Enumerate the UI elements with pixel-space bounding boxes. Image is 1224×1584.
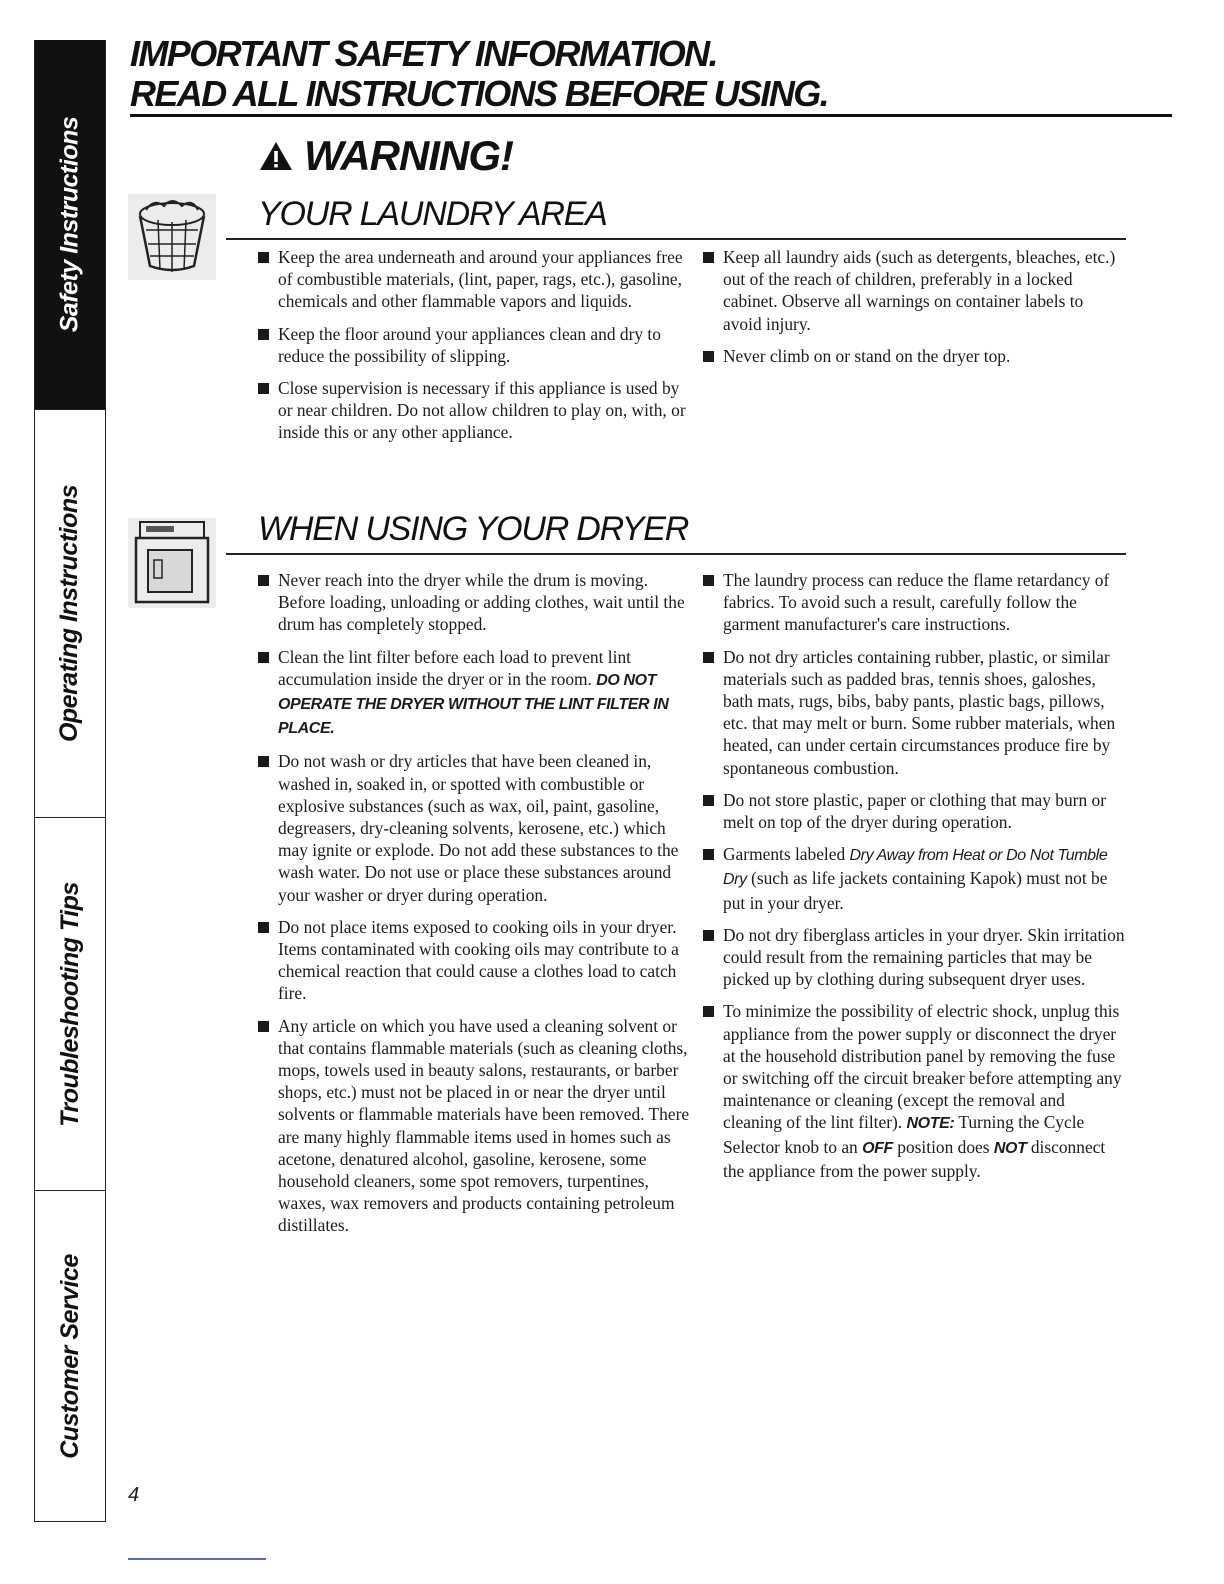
tab-label: Safety Instructions <box>55 116 84 333</box>
title-line-2: READ ALL INSTRUCTIONS BEFORE USING. <box>130 73 829 114</box>
footer-divider <box>128 1558 266 1560</box>
bullet-square-icon <box>258 922 269 933</box>
bullet-square-icon <box>703 849 714 860</box>
bullet-square-icon <box>703 575 714 586</box>
dryer-icon <box>126 516 218 610</box>
list-item: Do not wash or dry articles that have been cleaned in, washed in, soaked in, or spotted with combustible or explosive substances (such as wax, oil, paint, gasoline, degreasers, dry-cleaning solvents, kerosene, etc.) which may ignite or explode. Do not add these substances to the wash water. Do not use or place these substances around your washer or dryer during operation. <box>258 750 692 905</box>
list-item: Never reach into the dryer while the drum is moving. Before loading, unloading or adding clothes, wait until the drum has completely stopped. <box>258 569 692 636</box>
section-title-using-dryer: WHEN USING YOUR DRYER <box>258 510 689 548</box>
section-title-laundry-area: YOUR LAUNDRY AREA <box>258 195 607 233</box>
laundry-area-left-column <box>258 246 690 454</box>
list-item: Keep the floor around your appliances clean and dry to reduce the possibility of slipping. <box>258 323 690 367</box>
warning-title: WARNING! <box>304 132 513 179</box>
laundry-area-right-column <box>703 246 1123 377</box>
warning-heading <box>258 132 513 180</box>
title-line-1: IMPORTANT SAFETY INFORMATION. <box>130 33 717 74</box>
list-item: Garments labeled Dry Away from Heat or Do Not Tumble Dry (such as life jackets containing Kapok) must not be put in your dryer. <box>703 843 1125 914</box>
list-item: Do not dry fiberglass articles in your dryer. Skin irritation could result from the remaining particles that may be picked up by clothing during subsequent dryer uses. <box>703 924 1125 991</box>
bullet-square-icon <box>703 930 714 941</box>
bullet-square-icon <box>703 652 714 663</box>
tab-label: Customer Service <box>55 1254 84 1459</box>
bullet-square-icon <box>258 652 269 663</box>
list-item: Any article on which you have used a cleaning solvent or that contains flammable materials (such as cleaning cloths, mops, towels used in beauty salons, restaurants, or barber shops, etc.) must not be placed in or near the dryer until solvents or flammable materials have been removed. There are many highly flammable items used in homes such as acetone, denatured alcohol, gasoline, kerosene, some household cleaners, some spot removers, turpentines, waxes, wax removers and products containing petroleum distillates. <box>258 1015 692 1237</box>
bullet-square-icon <box>258 383 269 394</box>
bullet-square-icon <box>703 351 714 362</box>
bullet-square-icon <box>703 1006 714 1017</box>
header-divider <box>130 114 1172 117</box>
section-divider <box>226 238 1126 240</box>
page-number: 4 <box>128 1484 140 1506</box>
tab-safety-instructions[interactable] <box>35 40 105 410</box>
list-item: Do not store plastic, paper or clothing that may burn or melt on top of the dryer during operation. <box>703 789 1125 833</box>
warning-triangle-icon <box>258 140 294 172</box>
list-item: Clean the lint filter before each load to prevent lint accumulation inside the dryer or in the room. DO NOT OPERATE THE DRYER WITHOUT THE LINT FILTER IN PLACE. <box>258 646 692 741</box>
tab-label: Troubleshooting Tips <box>55 881 84 1127</box>
using-dryer-left-column <box>258 569 692 1247</box>
bullet-square-icon <box>703 252 714 263</box>
list-item: Do not place items exposed to cooking oils in your dryer. Items contaminated with cooking oils may contribute to a chemical reaction that could cause a clothes load to catch fire. <box>258 916 692 1005</box>
bullet-square-icon <box>258 1021 269 1032</box>
tab-customer-service[interactable] <box>35 1191 105 1522</box>
list-item: The laundry process can reduce the flame retardancy of fabrics. To avoid such a result, carefully follow the garment manufacturer's care instructions. <box>703 569 1125 636</box>
side-tab-nav <box>34 40 106 1522</box>
tab-operating-instructions[interactable] <box>35 410 105 818</box>
lint-filter-warning: DO NOT OPERATE THE DRYER WITHOUT THE LINT FILTER IN PLACE. <box>278 671 669 738</box>
section-divider <box>226 553 1126 555</box>
bullet-square-icon <box>258 329 269 340</box>
note-label: NOTE: <box>906 1115 955 1133</box>
off-label: OFF <box>862 1139 893 1157</box>
page-title <box>130 34 1172 114</box>
not-label: NOT <box>993 1139 1027 1157</box>
list-item: Close supervision is necessary if this appliance is used by or near children. Do not allow children to play on, with, or inside this or any other appliance. <box>258 377 690 444</box>
bullet-square-icon <box>258 756 269 767</box>
list-item: Do not dry articles containing rubber, plastic, or similar materials such as padded bras, tennis shoes, galoshes, bath mats, rugs, bibs, baby pants, plastic bags, pillows, etc. that may melt or burn. Some rubber materials, when heated, can under certain circumstances produce fire by spontaneous combustion. <box>703 646 1125 779</box>
using-dryer-right-column <box>703 569 1125 1192</box>
bullet-square-icon <box>703 795 714 806</box>
bullet-square-icon <box>258 575 269 586</box>
tab-troubleshooting-tips[interactable] <box>35 818 105 1191</box>
list-item: Keep the area underneath and around your appliances free of combustible materials, (lint, paper, rags, etc.), gasoline, chemicals and other flammable vapors and liquids. <box>258 246 690 313</box>
laundry-basket-icon <box>126 192 218 282</box>
list-item: Never climb on or stand on the dryer top. <box>703 345 1123 367</box>
bullet-square-icon <box>258 252 269 263</box>
list-item: To minimize the possibility of electric shock, unplug this appliance from the power supply or disconnect the dryer at the household distribution panel by removing the fuse or switching off the circuit breaker before attempting any maintenance or cleaning (except the removal and cleaning of the lint filter). NOTE: Turning the Cycle Selector knob to an OFF position does NOT disconnect the appliance from the power supply. <box>703 1000 1125 1182</box>
list-item: Keep all laundry aids (such as detergents, bleaches, etc.) out of the reach of children, preferably in a locked cabinet. Observe all warnings on container labels to avoid injury. <box>703 246 1123 335</box>
garment-label-text: Dry Away from Heat or Do Not Tumble Dry <box>723 847 1108 889</box>
tab-label: Operating Instructions <box>55 484 84 743</box>
